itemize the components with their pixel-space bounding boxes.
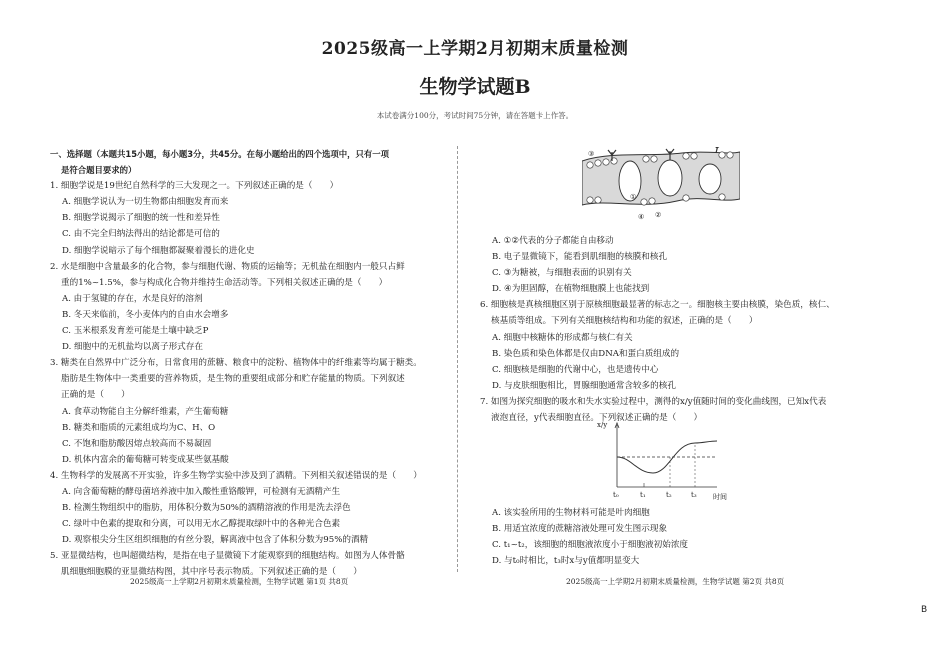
text-line: C. 由不完全归纳法得出的结论都是可信的 [62, 229, 220, 240]
text-line: 核基质等组成。下列有关细胞核结构和功能的叙述，正确的是（ ） [491, 316, 758, 327]
column-divider [457, 146, 458, 572]
right-column [480, 233, 900, 426]
text-line: 一、选择题（本题共15小题，每小题3分，共45分。在每小题给出的四个选项中，只有一项 [50, 149, 390, 159]
text-line: B. 细胞学说揭示了细胞的统一性和差异性 [62, 213, 220, 224]
graph-tick-t1: t₁ [640, 491, 646, 499]
graph-tick-t2: t₂ [666, 491, 672, 499]
right-column-options [480, 505, 900, 569]
text-line: 4. 生物科学的发展离不开实验，许多生物学实验中涉及到了酒精。下列相关叙述错误的是（ ） [50, 470, 422, 481]
exam-note: 本试卷满分100分，考试时间75分钟，请在答题卡上作答。 [376, 111, 574, 120]
exam-subtitle: 生物学试题B [419, 76, 531, 98]
text-line: C. ③为糖被，与细胞表面的识别有关 [492, 268, 632, 279]
text-line: 液泡直径，y代表细胞直径。下列叙述正确的是（ ） [491, 413, 703, 424]
text-line: C. t₁~t₂，该细胞的细胞液浓度小于细胞液初始浓度 [492, 540, 689, 551]
text-line: A. 细胞学说认为一切生物都由细胞发育而来 [62, 197, 229, 208]
text-line: 2. 水是细胞中含量最多的化合物，参与细胞代谢、物质的运输等；无机盐在细胞内一般只占鲜 [50, 261, 405, 272]
text-line: 肌细胞细胞膜的亚显微结构图，其中序号表示物质。下列叙述正确的是（ ） [61, 567, 362, 578]
graph-xlabel: 时间 [713, 493, 727, 501]
text-line: D. ④为胆固醇，在植物细胞膜上也能找到 [492, 284, 650, 295]
text-line: D. 与皮肤细胞相比，胃腺细胞通常含较多的核孔 [492, 380, 676, 391]
text-line: 1. 细胞学说是19世纪自然科学的三大发现之一。下列叙述正确的是（ ） [50, 181, 339, 192]
membrane-label-4: ④ [638, 213, 645, 221]
left-column [50, 146, 440, 581]
text-line: D. 观察根尖分生区组织细胞的有丝分裂，解离液中包含了体积分数为95%的酒精 [62, 535, 369, 546]
page-footer-left: 2025级高一上学期2月初期末质量检测，生物学试题 第1页 共8页 [130, 577, 349, 586]
text-line: C. 绿叶中色素的提取和分离，可以用无水乙醇提取绿叶中的各种光合色素 [62, 519, 341, 530]
text-line: A. 向含葡萄糖的酵母菌培养液中加入酸性重铬酸钾，可检测有无酒精产生 [62, 486, 341, 497]
text-line: B. 冬天来临前，冬小麦体内的自由水会增多 [62, 309, 229, 320]
membrane-diagram [582, 147, 740, 223]
page-footer-right: 2025级高一上学期2月初期末质量检测，生物学试题 第2页 共8页 [566, 577, 785, 586]
text-line: C. 不饱和脂肪酸因熔点较高而不易凝固 [62, 438, 212, 449]
exam-title: 2025级高一上学期2月初期末质量检测 [321, 39, 629, 59]
graph-tick-t3: t₃ [691, 491, 697, 499]
text-line: 3. 糖类在自然界中广泛分布，日常食用的蔗糖、粮食中的淀粉、植物体中的纤维素等均属于糖类。 [50, 358, 422, 369]
membrane-label-2: ② [655, 211, 662, 219]
membrane-label-3: ③ [588, 150, 595, 158]
text-line: C. 玉米根系发育差可能是土壤中缺乏P [62, 326, 209, 337]
corner-mark: B [921, 605, 928, 615]
xy-curve-graph [595, 417, 745, 503]
membrane-label-1: ① [630, 193, 637, 201]
graph-tick-t0: t₀ [613, 491, 619, 499]
text-line: D. 细胞中的无机盐均以离子形式存在 [62, 342, 203, 353]
text-line: D. 与t₀时相比，t₃时x与y值都明显变大 [492, 556, 640, 567]
text-line: B. 用适宜浓度的蔗糖溶液处理可发生图示现象 [492, 524, 668, 535]
text-line: A. 食草动物能自主分解纤维素，产生葡萄糖 [62, 406, 229, 417]
text-line: 重的1%~1.5%，参与构成化合物并维持生命活动等。下列相关叙述正确的是（ ） [61, 277, 388, 288]
text-line: B. 糖类和脂质的元素组成均为C、H、O [62, 422, 216, 433]
text-line: B. 检测生物组织中的脂肪，用体积分数为50%的酒精溶液的作用是洗去浮色 [62, 503, 351, 514]
text-line: D. 细胞学说暗示了每个细胞都凝聚着漫长的进化史 [62, 245, 255, 256]
text-line: D. 机体内富余的葡萄糖可转变成某些氨基酸 [62, 454, 229, 465]
text-line: 7. 如图为探究细胞的吸水和失水实验过程中，测得的x/y值随时间的变化曲线图，已知x代表 [480, 396, 827, 407]
text-line: 正确的是（ ） [61, 390, 130, 401]
text-line: 6. 细胞核是真核细胞区别于原核细胞最显著的标志之一。细胞核主要由核膜，染色质，核仁、 [480, 300, 835, 311]
text-line: 5. 亚显微结构，也叫超微结构，是指在电子显微镜下才能观察到的细胞结构。如图为人体骨骼 [50, 551, 405, 562]
text-line: 脂肪是生物体中一类重要的营养物质，是生物的重要组成部分和贮存能量的物质。下列叙述 [61, 374, 405, 385]
text-line: C. 细胞核是细胞的代谢中心，也是遗传中心 [492, 364, 659, 375]
text-line: A. 由于氢键的存在，水是良好的溶剂 [62, 293, 203, 304]
text-line: B. 染色质和染色体都是仅由DNA和蛋白质组成的 [492, 348, 680, 359]
graph-ylabel: x/y [597, 421, 608, 429]
text-line: B. 电子显微镜下，能看到肌细胞的核膜和核孔 [492, 252, 668, 263]
text-line: A. 细胞中核糖体的形成都与核仁有关 [492, 332, 633, 343]
text-line: A. 该实验所用的生物材料可能是叶肉细胞 [492, 508, 650, 518]
text-line: 是符合题目要求的） [61, 165, 137, 176]
text-line: A. ①②代表的分子都能自由移动 [492, 236, 614, 246]
